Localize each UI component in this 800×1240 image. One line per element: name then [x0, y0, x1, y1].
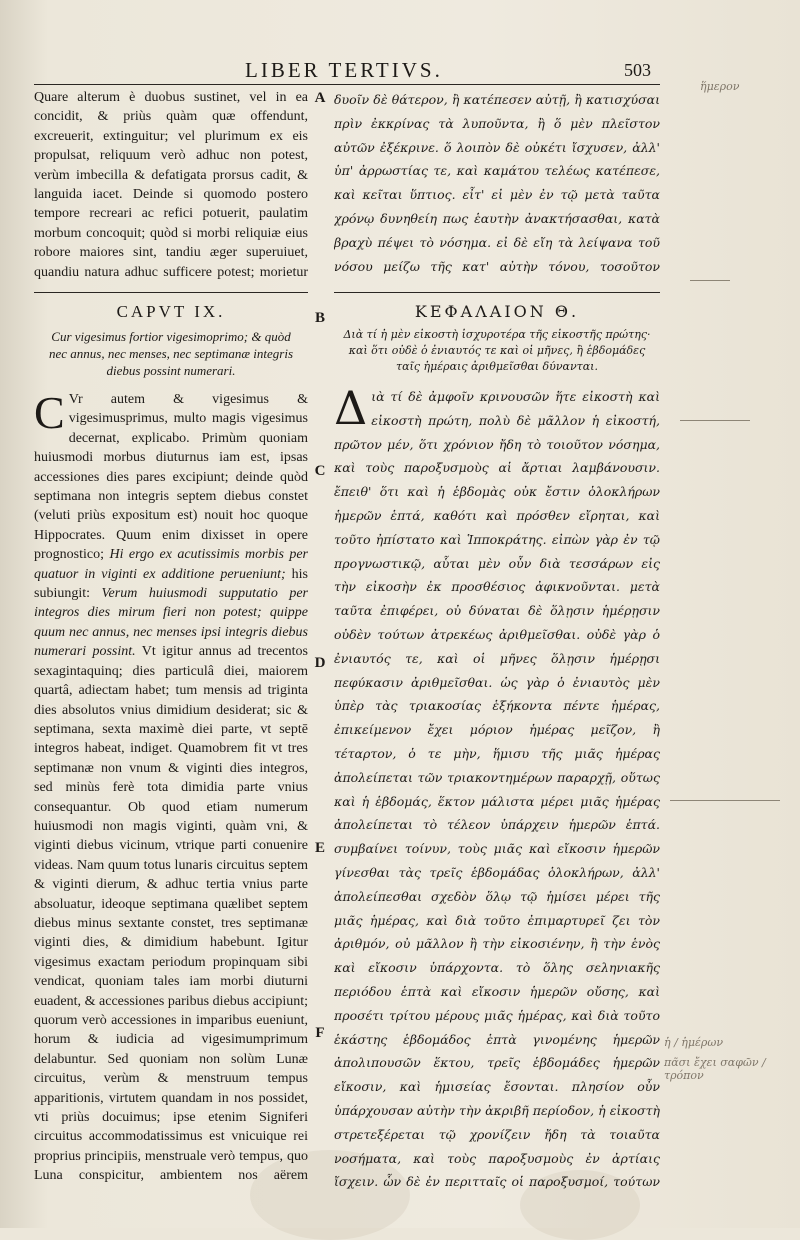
latin-column — [34, 88, 308, 282]
latin-quote-1: Hi ergo ex acutissimis morbis per quatuor in viginti ex additione perueniunt; — [34, 547, 308, 582]
latin-dropcap: C — [34, 390, 65, 438]
greek-chapter — [334, 302, 660, 1193]
margin-annotation: πᾶσι ἔχει σαφῶν / τρόπον — [664, 1056, 766, 1082]
greek-section-rule — [334, 292, 660, 293]
greek-chapter-title: ΚΕΦΑΛΑΙΟΝ Θ. — [414, 302, 580, 321]
running-head: LIBER TERTIVS. — [245, 58, 443, 82]
handwritten-stroke — [670, 800, 780, 801]
margin-letter-a: A — [314, 90, 326, 106]
latin-chapter-title: CAPVT IX. — [116, 302, 226, 321]
margin-letter-c: C — [314, 463, 326, 479]
latin-intro-paragraph: Quare alterum è duobus sustinet, vel in ea concidit, & priùs quàm quæ offendunt, excreuerit, extinguitur; vel plurimum ex eis propulsat, reliquum verò adhuc non potest, verùm imbecilla & defatigata prorsus cadit, & languida iacet. Deinde si quomodo postero tempore recreari ac refici potuerit, paulatim morbum concoquit; quòd si morbi reliquiæ eius robore maiores sint, tandiu æger superuiuet, quandiu natura adhuc sufficere potest; morietur — [34, 90, 308, 280]
greek-body-text: ιὰ τί δὲ ἀμφοῖν κρινουσῶν ἥτε εἰκοστὴ καὶ εἰκοστὴ πρώτη, πολὺ δὲ μᾶλλον ἡ εἰκοστή, πρῶτον μέν, ὅτι χρόνιον ἤδη τὸ τοιοῦτον νόσημα, καὶ τοὺς παροξυσμοὺς αἱ ἄρτιαι λαμβάνουσιν. ἔπειθ' ὅτι καὶ ἡ ἑβδομὰς οὐκ ἔστιν ὁλοκλήρων ἡμερῶν ἑπτά, καθότι καὶ πρόσθεν εἴρηται, καὶ τοῦτο ἠπίστατο καὶ Ἱπποκράτης. εἰπὼν γὰρ ἐν τῷ προγνωστικῷ, αὗται μὲν οὖν διὰ τεσσάρων εἰς τὴν εἰκοσὴν ἐκ προσθέσιος ἀφικνοῦνται. μετὰ ταῦτα ἐπιφέρει, οὐ δύναται δὲ ὅλῃσιν ἡμέρῃσιν οὐδὲν τούτων ἀτρεκέως ἀριθμεῖσθαι. οὐδὲ γὰρ ὁ ἐνιαυτός τε, καὶ οἱ μῆνες ὅλῃσιν ἡμέρῃσι πεφύκασιν ἀριθμεῖσθαι. ὡς γὰρ ὁ ἐνιαυτὸς μὲν ὑπὲρ τὰς τριακοσίας ἑξήκοντα πέντε ἡμέρας, ἐπικείμενον ἔχει μόριον ἡμέρας μεῖζον, ἢ τέταρτον, ὁ τε μὴν, ἥμισυ τῆς μιᾶς ἡμέρας ἀπολείπεται τῶν τριακοντημέρων παραρχῇ, οὕτως καὶ ἡ ἑβδομάς, ἕκτον μάλιστα μέρει μιᾶς ἡμέρας ἀπολείπεται τὸ τέλεον ὑπάρχειν ἡμερῶν ἑπτά. συμβαίνει τοίνυν, τοὺς μιᾶς καὶ εἴκοσιν ἡμερῶν γίνεσθαι τὰς τρεῖς ἑβδομάδας ὁλοκλήρων, ἀλλ' ἀπολείπεσθαι σχεδὸν ὅλῳ τῷ ἡμίσει μέρει τῆς μιᾶς ἡμέρας, καὶ διὰ τοῦτο ἐπιμαρτυρεῖ ζει τὸν ἀριθμόν, οὐ μᾶλλον ἢ τὴν εἰκοσιένην, ἢ τὴν ἑνὸς καὶ εἴκοσιν ὑπάρχοντα. τὸ ὅλης σεληνιακῆς περιόδου ἑπτὰ καὶ εἴκοσιν ἡμερῶν οὔσης, καὶ προσέτι τρίτου μέρους μιᾶς ἡμέρας, καὶ διὰ τοῦτο ἑκάστης ἑβδομάδος ἑπτὰ γινομένης ἡμερῶν ἀπολιπουσῶν ἕκτου, τρεῖς ἑβδομάδες ἡμερῶν εἴκοσιν, καὶ ἡμισείας ἔσονται. πλησίον οὖν ὑπάρχουσαν αὐτὴν τὴν ἀκριβῆ περίοδον, ἡ εἰκοστὴ στρετεξέρεται τῷ χρονίζειν ἤδη τὰ τοιαῦτα νοσήματα, καὶ τοὺς παροξυσμοὺς ἐν ἀρτίαις ἴσχειν. ὧν δὲ ἐν περιτταῖς οἱ παροξυσμοί, τούτων — [334, 389, 660, 1190]
greek-intro-paragraph: δυοῖν δὲ θάτερον, ἢ κατέπεσεν αὐτῇ, ἢ κατισχύσαι πρὶν ἐκκρίνας τὰ λυποῦντα, ἢ ὅ μὲν πλεῖστον αὐτῶν ἐξέκρινε. ὅ λοιπὸν δὲ οὐκέτι ἴσχυσεν, ἀλλ' ὑπ' ἀρρωστίας τε, καὶ καμάτου τελέως κατέπεσε, καὶ κεῖται ὕπτιος. εἶτ' εἰ μὲν ἐν τῷ μετὰ ταῦτα χρόνῳ δυνηθείη πως ἑαυτὴν ἀνακτήσασθαι, κατὰ βραχὺ πέψει τὸ νόσημα. εἰ δὲ εἴη τὰ λείψανα τοῦ νόσου μείζω τῆς κατ' αὐτὴν τόνου, τοσοῦτον — [334, 92, 660, 274]
latin-section-rule — [34, 292, 308, 293]
latin-chapter-summary: Cur vigesimus fortior vigesimoprimo; & quòd nec annus, nec menses, nec septimanæ integris diebus possint numerari. — [48, 329, 294, 378]
latin-chapter-body — [34, 390, 308, 1186]
greek-chapter-body — [334, 385, 660, 1193]
latin-quote-2: Verum huiusmodi supputatio per integros dies mirum fieri non potest; quippe quum nec annus, nec menses ipsi integris diebus numerari possint. — [34, 586, 308, 660]
greek-column — [334, 88, 660, 282]
latin-body-start: Vr autem & vigesimus & vigesimusprimus, multo magis vigesimus decernat, explicabo. Primùm quoniam huiusmodi morbus diuturnus iam est, ipsas accessiones dies pares excipiunt; deinde quòd septimana non integris septem diebus constet (veluti priùs expositum est) nouit hoc quoque Hippocrates. Quum enim dixisset in opere prognostico; — [34, 392, 308, 563]
page-number: 503 — [624, 60, 651, 80]
latin-body-rest: Vt igitur annus ad trecentos sexagintaquinq; dies particulâ diei, maiorem quartâ, adiectam habet; tum mensis ad triginta dies absolutos vnius dimidium desiderat; sic & septimana, sexta maximè diei parte, vt septē integros habeat, indiget. Quamobrem fit vt tres septimanæ non vnum & viginti dies integros, sed minùs ferè tota dimidia parte vnius consequantur. Ob quod etiam numerum huiusmodi non magis viginti, quàm vni, & viginti diebus vicinum, vtrique parti conuenire videas. Nam quum totus lunaris circuitus septem & viginti dierum, & adhuc tertia vnius parte absoluatur, ideoque septimana quælibet septem diebus minus sextante constet, tres septimanæ viginti dies, & dimidium habebunt. Igitur vigesimus exactam periodum propinquam sibi vendicat, quoniam tales iam morbi diuturni euadent, & accessiones paribus diebus accipiunt; quorum verò accessiones in imparibus eueniunt, horum & iudicia ad vigesimumprimum delabuntur. Sed quoniam non solùm Lunæ circuitus, verùm & menstruum tempus apparitionis, virtutem quandam in nos possidet, vti priùs docuimus; ipse etenim Signiferi circuitus accommodatissimus est vnicuique rei proprius principiis, menstruale verò tempus, quo Luna conspicitur, ambientem nos aërem — [34, 644, 308, 1184]
margin-letter-b: B — [314, 310, 325, 326]
handwritten-stroke — [690, 280, 730, 281]
greek-chapter-summary: Διὰ τί ἡ μὲν εἰκοστὴ ἰσχυροτέρα τῆς εἰκοστῆς πρώτης· καὶ ὅτι οὐδὲ ὁ ἐνιαυτός τε καὶ οἱ μῆνες, ἢ ἑβδομάδες ταῖς ἡμέραις ἀριθμεῖσθαι δύνανται. — [343, 328, 651, 373]
latin-chapter — [34, 302, 308, 1186]
handwritten-stroke — [680, 420, 750, 421]
margin-annotation: ἥμερον — [700, 80, 740, 93]
margin-annotation: ἡ / ἡμέρων — [664, 1036, 724, 1049]
header-rule — [34, 84, 660, 85]
margin-letter-f: F — [315, 1025, 325, 1041]
greek-dropcap: Δ — [334, 385, 368, 435]
latin-body-mid: his subiungit: — [34, 566, 308, 602]
margin-letter-d: D — [314, 655, 326, 671]
margin-letter-e: E — [314, 840, 325, 856]
page-header — [0, 58, 800, 82]
